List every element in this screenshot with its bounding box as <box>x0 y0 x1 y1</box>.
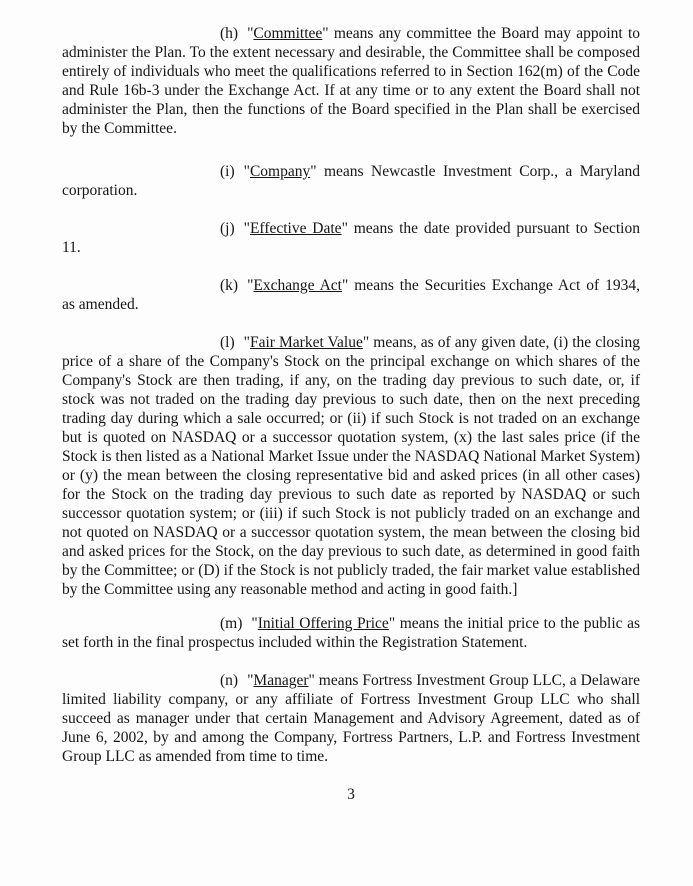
clause-label: (m) <box>220 615 243 632</box>
paragraph-text: " means Fortress Investment Group LLC, a Delaware limited liability company, or any affiliate of Fortress Investment Group LLC who shall succeed as manager under that certain Management and Advisory Agreement, dated as of June 6, 2002, by and among the Company, Fortress Partners, L.P. and Fortress Investment Group LLC as amended from time to time. <box>62 672 640 765</box>
clause-label: (l) <box>220 334 235 351</box>
clause-label: (h) <box>220 25 239 42</box>
defined-term: Fair Market Value <box>249 334 363 351</box>
clause-label: (k) <box>220 277 239 294</box>
defined-term: Manager <box>253 672 309 689</box>
open-quote: " <box>247 672 254 689</box>
open-quote: " <box>243 220 250 237</box>
defined-term: Company <box>249 163 311 180</box>
definition-paragraph-j <box>62 219 640 257</box>
paragraph-text: " means, as of any given date, (i) the closing price of a share of the Company's Stock on the principal exchange on which shares of the Company's Stock are then trading, if any, on the trading day previous to such date, or, if stock was not traded on the trading day previous to such date, then on the next preceding trading day during which a sale occurred; or (ii) if such Stock is not traded on an exchange but is quoted on NASDAQ or a successor quotation system, (x) the last sales price (if the Stock is then listed as a National Market Issue under the NASDAQ National Market System) or (y) the mean between the closing representative bid and asked prices (in all other cases) for the Stock on the trading day previous to such date as reported by NASDAQ or such successor quotation system; or (iii) if such Stock is not publicly traded on an exchange and not quoted on NASDAQ or a successor quotation system, the mean between the closing bid and asked prices for the Stock, on the day previous to such date, as determined in good faith by the Committee; or (D) if the Stock is not publicly traded, the fair market value established by the Committee using any reasonable method and acting in good faith.] <box>62 334 640 598</box>
open-quote: " <box>247 25 254 42</box>
definition-paragraph-m <box>62 614 640 652</box>
clause-label: (j) <box>220 220 235 237</box>
definition-paragraph-i <box>62 162 640 200</box>
defined-term: Effective Date <box>249 220 342 237</box>
definition-paragraph-h <box>62 24 640 138</box>
defined-term: Initial Offering Price <box>257 615 389 632</box>
paragraph-text: " means Newcastle Investment Corp., a Maryland corporation. <box>62 163 640 199</box>
open-quote: " <box>243 163 250 180</box>
defined-term: Committee <box>253 25 323 42</box>
open-quote: " <box>243 334 250 351</box>
definition-paragraph-l <box>62 333 640 599</box>
paragraph-text: " means the Securities Exchange Act of 1934, as amended. <box>62 277 640 313</box>
definition-paragraph-k <box>62 276 640 314</box>
open-quote: " <box>247 277 254 294</box>
defined-term: Exchange Act <box>253 277 342 294</box>
open-quote: " <box>251 615 258 632</box>
paragraph-text: " means any committee the Board may appoint to administer the Plan. To the extent necessary and desirable, the Committee shall be composed entirely of individuals who meet the qualifications referred to in Section 162(m) of the Code and Rule 16b-3 under the Exchange Act. If at any time or to any extent the Board shall not administer the Plan, then the functions of the Board specified in the Plan shall be exercised by the Committee. <box>62 25 640 137</box>
definition-paragraph-n <box>62 671 640 766</box>
clause-label: (i) <box>220 163 235 180</box>
page-number: 3 <box>347 786 355 803</box>
paragraph-text: " means the date provided pursuant to Section 11. <box>62 220 640 256</box>
paragraph-text: " means the initial price to the public as set forth in the final prospectus included within the Registration Statement. <box>62 615 640 651</box>
clause-label: (n) <box>220 672 239 689</box>
